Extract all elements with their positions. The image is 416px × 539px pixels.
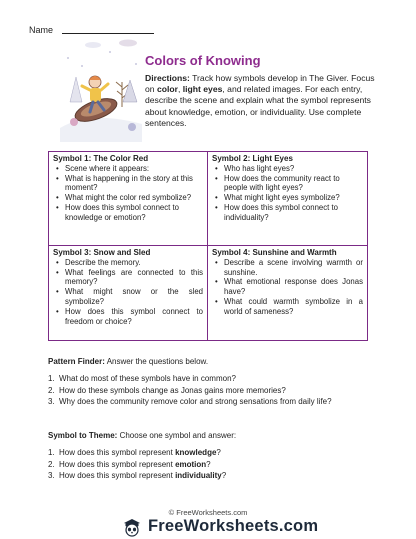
question-text: ?	[206, 459, 211, 469]
symbol-4-cell[interactable]	[208, 246, 367, 340]
footer-copyright[interactable]: © FreeWorksheets.com	[168, 508, 248, 517]
list-item: • What might snow or the sled symbolize?	[53, 287, 203, 307]
question-text: How does this symbol represent	[59, 459, 176, 469]
list-item: • How does this symbol connect to freedom or choice?	[53, 307, 203, 327]
pattern-finder-questions	[48, 373, 332, 408]
list-item: 1. What do most of these symbols have in common?	[48, 374, 236, 383]
symbol-3-title: Symbol 3: Snow and Sled	[53, 248, 151, 257]
list-item: 3. How does this symbol represent individuality?	[48, 471, 227, 481]
list-item: • What is happening in the story at this moment?	[53, 174, 203, 194]
sledding-illustration	[60, 32, 142, 142]
list-item: • Describe the memory.	[53, 258, 203, 268]
question-keyword: individuality	[175, 471, 222, 481]
symbol-to-theme-heading	[48, 431, 236, 441]
symbol-1-cell[interactable]	[49, 152, 208, 246]
list-item: • What feelings are connected to this memory?	[53, 268, 203, 288]
footer-logo[interactable]	[120, 517, 320, 537]
list-item: • How does this symbol connect to knowledge or emotion?	[53, 203, 203, 223]
symbols-table	[48, 151, 368, 341]
symbol-4-title: Symbol 4: Sunshine and Warmth	[212, 248, 337, 257]
directions-text	[145, 73, 377, 129]
list-item: 3. Why does the community remove color and strong sensations from daily life?	[48, 397, 332, 407]
question-text: How does this symbol represent	[59, 471, 176, 481]
panda-icon	[120, 517, 144, 537]
question-keyword: emotion	[175, 459, 207, 469]
list-item: • What could warmth symbolize in a world of sameness?	[212, 297, 363, 317]
question-text: How does this symbol represent	[59, 448, 176, 457]
pattern-finder-label: Pattern Finder:	[48, 357, 105, 366]
list-item: • What emotional response does Jonas have?	[212, 277, 363, 297]
symbol-2-cell[interactable]	[208, 152, 367, 246]
symbol-2-title: Symbol 2: Light Eyes	[212, 154, 293, 163]
list-item: 2. How does this symbol represent emotion?	[48, 459, 211, 469]
question-text: How do these symbols change as Jonas gains more memories?	[59, 385, 286, 395]
directions-part: ,	[177, 84, 183, 95]
pattern-finder-heading	[48, 357, 208, 367]
directions-lead: Directions:	[145, 73, 190, 83]
list-item: • What might light eyes symbolize?	[212, 193, 363, 203]
symbol-3-cell[interactable]	[49, 246, 208, 340]
keyword-color: color	[156, 84, 178, 95]
question-text: Why does the community remove color and strong sensations from daily life?	[59, 397, 332, 407]
question-text: What do most of these symbols have in common?	[59, 374, 236, 383]
list-item: • Describe a scene involving warmth or sunshine.	[212, 258, 363, 278]
list-item: • Scene where it appears:	[53, 164, 203, 174]
symbol-to-theme-text: Choose one symbol and answer:	[117, 431, 237, 440]
pattern-finder-text: Answer the questions below.	[104, 357, 209, 366]
list-item: • What might the color red symbolize?	[53, 193, 203, 203]
list-item: • How does this symbol connect to individuality?	[212, 203, 363, 223]
symbol-1-title: Symbol 1: The Color Red	[53, 154, 149, 163]
question-keyword: knowledge	[175, 448, 217, 457]
directions-part: , and related images. For each entry, describe the scene and explain what the symbol represents about knowledge, emotion, or individuality. Use complete sentences.	[145, 84, 371, 128]
keyword-light-eyes: light eyes	[182, 84, 223, 95]
page-title: Colors of Knowing	[145, 53, 261, 68]
symbol-to-theme-questions	[48, 447, 226, 482]
list-item: 2. How do these symbols change as Jonas gains more memories?	[48, 385, 286, 395]
list-item: 1. How does this symbol represent knowledge?	[48, 448, 221, 457]
list-item: • How does the community react to people with light eyes?	[212, 174, 363, 194]
name-label: Name	[29, 25, 54, 35]
symbol-to-theme-label: Symbol to Theme:	[48, 431, 118, 440]
question-text: ?	[221, 471, 227, 481]
logo-text: FreeWorksheets.com	[148, 517, 319, 535]
list-item: • Who has light eyes?	[212, 164, 363, 174]
directions-part: Track how symbols develop in The Giver. Focus on	[145, 73, 375, 95]
question-text: ?	[216, 448, 221, 457]
